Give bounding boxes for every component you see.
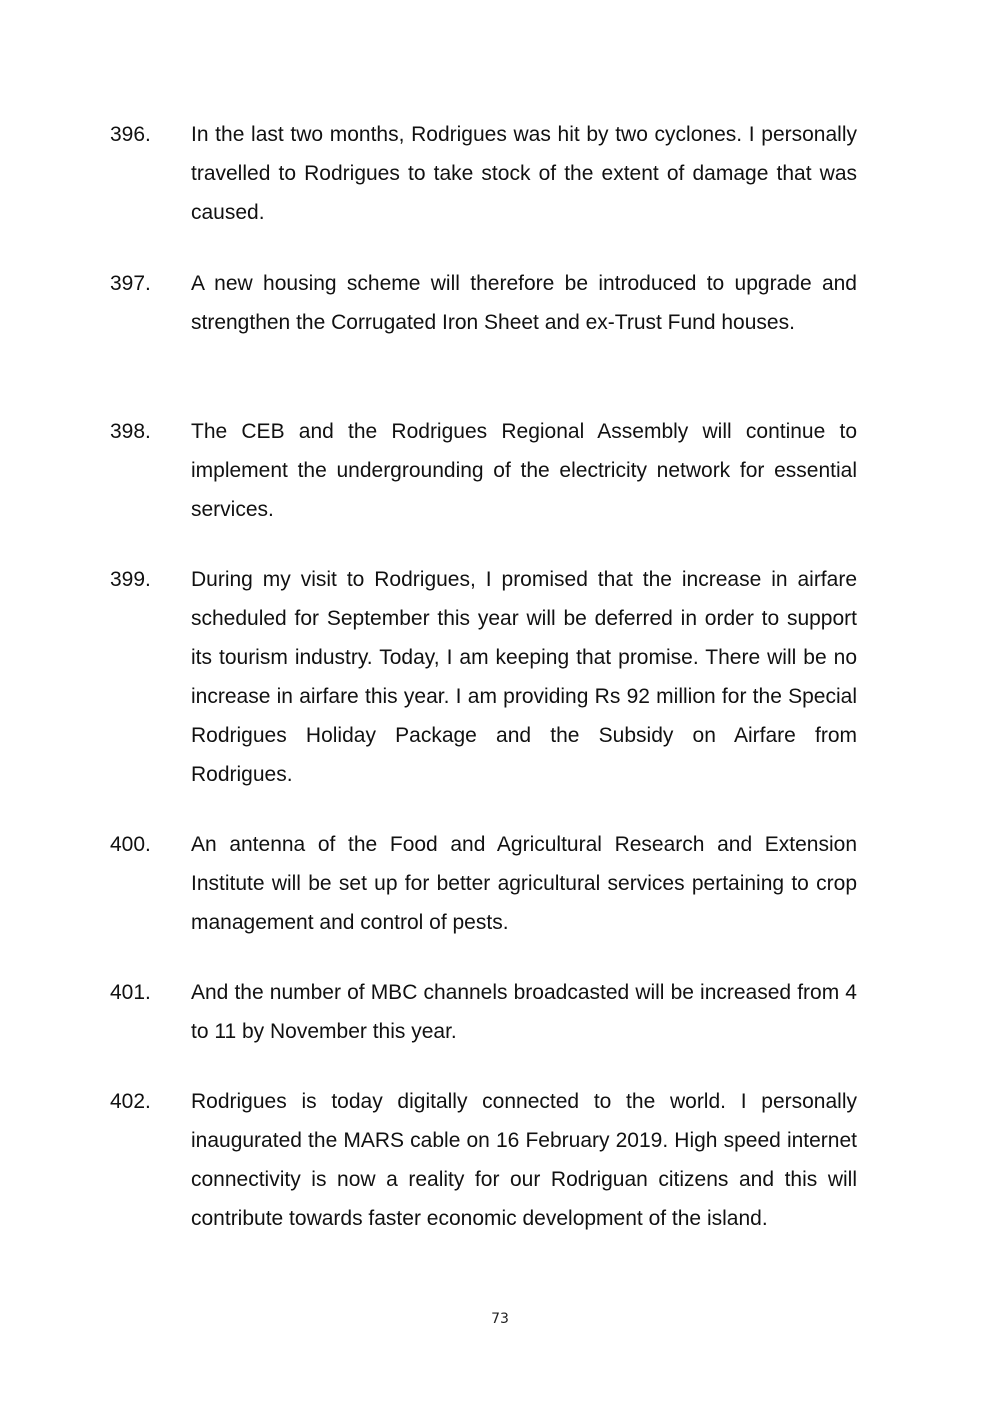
paragraph-text: An antenna of the Food and Agricultural Research and Extension Institute will be set up for better agricultural services pertaining to crop management and control of pests.	[191, 833, 857, 934]
paragraph-number: 398.	[110, 420, 151, 443]
paragraph-text: In the last two months, Rodrigues was hit by two cyclones. I personally travelled to Rodrigues to take stock of the extent of damage that was caused.	[191, 123, 857, 224]
paragraph-text: Rodrigues is today digitally connected to the world. I personally inaugurated the MARS cable on 16 February 2019. High speed internet connectivity is now a reality for our Rodriguan citizens and this will contribute towards faster economic development of the island.	[191, 1090, 857, 1230]
paragraph-text: And the number of MBC channels broadcasted will be increased from 4 to 11 by November this year.	[191, 981, 857, 1043]
paragraph-number: 402.	[110, 1090, 151, 1113]
paragraph-number: 397.	[110, 272, 151, 295]
paragraph-number: 396.	[110, 123, 151, 146]
paragraph-number: 399.	[110, 568, 151, 591]
paragraph-text: During my visit to Rodrigues, I promised that the increase in airfare scheduled for September this year will be deferred in order to support its tourism industry. Today, I am keeping that promise. There will be no increase in airfare this year. I am providing Rs 92 million for the Special Rodrigues Holiday Package and the Subsidy on Airfare from Rodrigues.	[191, 568, 857, 786]
paragraph-number: 400.	[110, 833, 151, 856]
paragraph-text: The CEB and the Rodrigues Regional Assembly will continue to implement the undergrounding of the electricity network for essential services.	[191, 420, 857, 521]
paragraph-text: A new housing scheme will therefore be introduced to upgrade and strengthen the Corrugated Iron Sheet and ex-Trust Fund houses.	[191, 272, 857, 334]
page-number: 73	[491, 1311, 509, 1327]
paragraph-number: 401.	[110, 981, 151, 1004]
